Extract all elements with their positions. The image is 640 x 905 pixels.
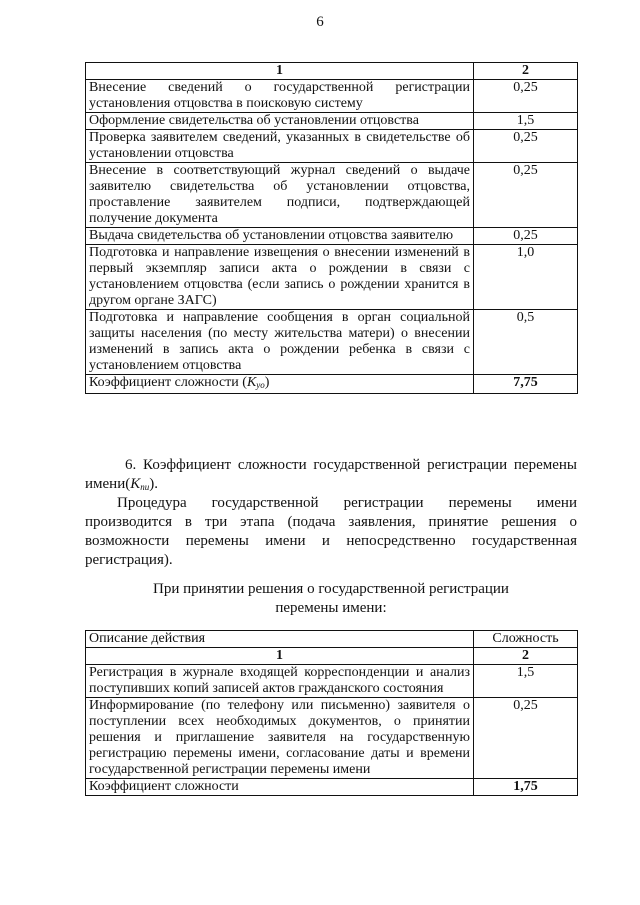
total-value: 7,75 [474, 375, 578, 394]
column-number-1: 1 [86, 63, 474, 80]
total-label: Коэффициент сложности [86, 779, 474, 796]
action-complexity: 0,25 [474, 80, 578, 113]
column-title-complexity: Сложность [474, 631, 578, 648]
action-description: Информирование (по телефону или письменно) заявителя о поступлении всех необходимых документов, о принятии решения и приглашение заявителя на государственную регистрацию перемены имени, согласование даты и времени государственной регистрации перемены имени [86, 698, 474, 779]
column-number-2: 2 [474, 63, 578, 80]
total-value: 1,75 [474, 779, 578, 796]
table-row [86, 245, 578, 310]
action-complexity: 0,25 [474, 163, 578, 228]
action-complexity: 1,0 [474, 245, 578, 310]
column-number-1: 1 [86, 648, 474, 665]
action-description: Выдача свидетельства об установлении отцовства заявителю [86, 228, 474, 245]
table-row [86, 698, 578, 779]
table-header-row [86, 648, 578, 665]
subheading-line-2: перемены имени: [275, 600, 387, 616]
page-number: 6 [316, 14, 324, 30]
action-description: Подготовка и направление извещения о внесении изменений в первый экземпляр записи акта о рождении в связи с установлением отцовства (если запись о рождении хранится в другом органе ЗАГС) [86, 245, 474, 310]
action-complexity: 0,25 [474, 228, 578, 245]
complexity-table-name-change [85, 630, 578, 796]
action-complexity: 0,25 [474, 698, 578, 779]
total-label: Коэффициент сложности $(K_{уо})$ [86, 375, 474, 394]
complexity-table-paternity [85, 62, 578, 394]
action-description: Проверка заявителем сведений, указанных в свидетельстве об установлении отцовства [86, 130, 474, 163]
table-caption-row [86, 631, 578, 648]
table-row [86, 113, 578, 130]
column-title-description: Описание действия [86, 631, 474, 648]
section-6-heading: 6. Коэффициент сложности государственной регистрации перемены $имени(K_{пи})$. [85, 457, 577, 492]
table-row [86, 228, 578, 245]
action-complexity: 0,25 [474, 130, 578, 163]
table-header-row [86, 63, 578, 80]
action-complexity: 1,5 [474, 113, 578, 130]
action-description: Подготовка и направление сообщения в орган социальной защиты населения (по месту жительства матери) о внесении изменений в запись акта о рождении ребенка в связи с установлением отцовства [86, 310, 474, 375]
procedure-paragraph: Процедура государственной регистрации перемены имени производится в три этапа (подача заявления, принятие решения о возможности перемены имени и непосредственно государственная регистрация). [85, 495, 577, 568]
action-description: Оформление свидетельства об установлении отцовства [86, 113, 474, 130]
table-row [86, 310, 578, 375]
action-complexity: 0,5 [474, 310, 578, 375]
action-description: Регистрация в журнале входящей корреспонденции и анализ поступивших копий записей актов гражданского состояния [86, 665, 474, 698]
total-row [86, 375, 578, 394]
column-number-2: 2 [474, 648, 578, 665]
action-description: Внесение сведений о государственной регистрации установления отцовства в поисковую систему [86, 80, 474, 113]
action-description: Внесение в соответствующий журнал сведений о выдаче заявителю свидетельства об установлении отцовства, проставление заявителем подписи, подтверждающей получение документа [86, 163, 474, 228]
total-row [86, 779, 578, 796]
subheading [85, 580, 577, 618]
table-row [86, 163, 578, 228]
table-row [86, 80, 578, 113]
table-row [86, 665, 578, 698]
table-row [86, 130, 578, 163]
action-complexity: 1,5 [474, 665, 578, 698]
subheading-line-1: При принятии решения о государственной регистрации [153, 581, 509, 597]
